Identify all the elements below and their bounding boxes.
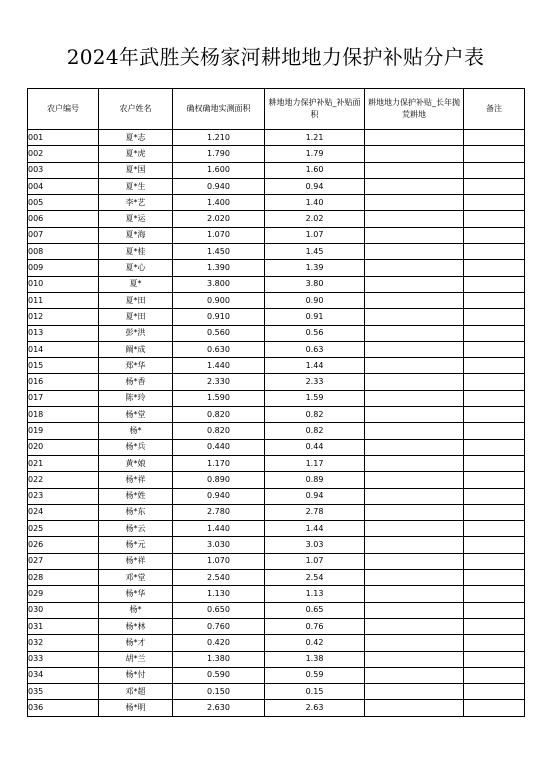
- measured-area-cell: 1.130: [173, 586, 265, 602]
- table-row: [28, 227, 525, 243]
- header-subsidy-area: 耕地地力保护补贴_补贴面积: [265, 89, 365, 130]
- household-name-cell: 杨*林: [99, 618, 173, 634]
- subsidy-area-cell: 2.33: [265, 374, 365, 390]
- abandoned-land-cell: [365, 390, 464, 406]
- household-id-cell: 018: [28, 407, 99, 423]
- abandoned-land-cell: [365, 618, 464, 634]
- measured-area-cell: 0.900: [173, 292, 265, 308]
- subsidy-area-cell: 0.94: [265, 178, 365, 194]
- household-id-cell: 026: [28, 537, 99, 553]
- measured-area-cell: 1.070: [173, 227, 265, 243]
- measured-area-cell: 1.590: [173, 390, 265, 406]
- household-id-cell: 021: [28, 455, 99, 471]
- table-row: [28, 358, 525, 374]
- abandoned-land-cell: [365, 211, 464, 227]
- household-id-cell: 031: [28, 618, 99, 634]
- household-id-cell: 008: [28, 244, 99, 260]
- subsidy-area-cell: 1.17: [265, 455, 365, 471]
- table-row: [28, 472, 525, 488]
- table-row: [28, 586, 525, 602]
- remarks-cell: [464, 130, 525, 146]
- remarks-cell: [464, 162, 525, 178]
- abandoned-land-cell: [365, 130, 464, 146]
- household-name-cell: 夏*志: [99, 130, 173, 146]
- measured-area-cell: 1.170: [173, 455, 265, 471]
- abandoned-land-cell: [365, 521, 464, 537]
- subsidy-area-cell: 1.79: [265, 146, 365, 162]
- abandoned-land-cell: [365, 325, 464, 341]
- measured-area-cell: 0.940: [173, 488, 265, 504]
- household-id-cell: 013: [28, 325, 99, 341]
- measured-area-cell: 0.630: [173, 341, 265, 357]
- remarks-cell: [464, 455, 525, 471]
- household-id-cell: 036: [28, 700, 99, 716]
- household-id-cell: 005: [28, 195, 99, 211]
- abandoned-land-cell: [365, 684, 464, 700]
- abandoned-land-cell: [365, 227, 464, 243]
- table-row: [28, 635, 525, 651]
- measured-area-cell: 3.030: [173, 537, 265, 553]
- household-id-cell: 029: [28, 586, 99, 602]
- household-name-cell: 杨*才: [99, 635, 173, 651]
- subsidy-area-cell: 0.82: [265, 423, 365, 439]
- measured-area-cell: 0.760: [173, 618, 265, 634]
- household-name-cell: 陈*玲: [99, 390, 173, 406]
- household-id-cell: 023: [28, 488, 99, 504]
- remarks-cell: [464, 521, 525, 537]
- measured-area-cell: 2.630: [173, 700, 265, 716]
- measured-area-cell: 1.070: [173, 553, 265, 569]
- measured-area-cell: 2.020: [173, 211, 265, 227]
- remarks-cell: [464, 537, 525, 553]
- measured-area-cell: 0.440: [173, 439, 265, 455]
- abandoned-land-cell: [365, 504, 464, 520]
- remarks-cell: [464, 390, 525, 406]
- table-row: [28, 455, 525, 471]
- remarks-cell: [464, 472, 525, 488]
- table-row: [28, 700, 525, 716]
- header-abandoned-land: 耕地地力保护补贴_长年抛荒耕地: [365, 89, 464, 130]
- household-name-cell: 杨*祥: [99, 472, 173, 488]
- measured-area-cell: 0.940: [173, 178, 265, 194]
- remarks-cell: [464, 325, 525, 341]
- measured-area-cell: 1.440: [173, 358, 265, 374]
- subsidy-area-cell: 2.63: [265, 700, 365, 716]
- remarks-cell: [464, 602, 525, 618]
- measured-area-cell: 2.780: [173, 504, 265, 520]
- table-row: [28, 651, 525, 667]
- household-name-cell: 杨*: [99, 423, 173, 439]
- remarks-cell: [464, 276, 525, 292]
- table-row: [28, 325, 525, 341]
- subsidy-area-cell: 1.45: [265, 244, 365, 260]
- remarks-cell: [464, 260, 525, 276]
- remarks-cell: [464, 618, 525, 634]
- household-id-cell: 006: [28, 211, 99, 227]
- table-row: [28, 162, 525, 178]
- abandoned-land-cell: [365, 276, 464, 292]
- subsidy-area-cell: 2.78: [265, 504, 365, 520]
- household-name-cell: 阚*成: [99, 341, 173, 357]
- subsidy-area-cell: 0.56: [265, 325, 365, 341]
- household-name-cell: 杨*云: [99, 521, 173, 537]
- abandoned-land-cell: [365, 537, 464, 553]
- household-name-cell: 杨*东: [99, 504, 173, 520]
- subsidy-area-cell: 3.80: [265, 276, 365, 292]
- remarks-cell: [464, 358, 525, 374]
- subsidy-area-cell: 1.44: [265, 521, 365, 537]
- measured-area-cell: 1.210: [173, 130, 265, 146]
- subsidy-area-cell: 0.76: [265, 618, 365, 634]
- table-row: [28, 260, 525, 276]
- abandoned-land-cell: [365, 244, 464, 260]
- subsidy-area-cell: 1.21: [265, 130, 365, 146]
- subsidy-area-cell: 1.40: [265, 195, 365, 211]
- abandoned-land-cell: [365, 178, 464, 194]
- abandoned-land-cell: [365, 455, 464, 471]
- household-name-cell: 杨*: [99, 602, 173, 618]
- remarks-cell: [464, 227, 525, 243]
- remarks-cell: [464, 309, 525, 325]
- table-row: [28, 178, 525, 194]
- measured-area-cell: 0.820: [173, 423, 265, 439]
- household-id-cell: 022: [28, 472, 99, 488]
- measured-area-cell: 0.910: [173, 309, 265, 325]
- remarks-cell: [464, 244, 525, 260]
- abandoned-land-cell: [365, 423, 464, 439]
- household-id-cell: 019: [28, 423, 99, 439]
- subsidy-area-cell: 2.02: [265, 211, 365, 227]
- subsidy-area-cell: 0.91: [265, 309, 365, 325]
- remarks-cell: [464, 211, 525, 227]
- table-row: [28, 439, 525, 455]
- subsidy-area-cell: 0.59: [265, 667, 365, 683]
- household-id-cell: 009: [28, 260, 99, 276]
- measured-area-cell: 1.600: [173, 162, 265, 178]
- household-id-cell: 027: [28, 553, 99, 569]
- table-row: [28, 504, 525, 520]
- abandoned-land-cell: [365, 439, 464, 455]
- household-name-cell: 杨*香: [99, 374, 173, 390]
- remarks-cell: [464, 553, 525, 569]
- subsidy-table: [27, 88, 525, 717]
- table-row: [28, 667, 525, 683]
- header-household-name: 农户姓名: [99, 89, 173, 130]
- subsidy-area-cell: 1.39: [265, 260, 365, 276]
- household-name-cell: 黄*娘: [99, 455, 173, 471]
- subsidy-area-cell: 0.15: [265, 684, 365, 700]
- subsidy-area-cell: 1.59: [265, 390, 365, 406]
- household-id-cell: 016: [28, 374, 99, 390]
- household-name-cell: 夏*国: [99, 162, 173, 178]
- subsidy-area-cell: 0.42: [265, 635, 365, 651]
- remarks-cell: [464, 684, 525, 700]
- household-name-cell: 杨*堂: [99, 407, 173, 423]
- household-id-cell: 035: [28, 684, 99, 700]
- measured-area-cell: 3.800: [173, 276, 265, 292]
- subsidy-area-cell: 2.54: [265, 570, 365, 586]
- household-name-cell: 夏*田: [99, 309, 173, 325]
- household-name-cell: 夏*桂: [99, 244, 173, 260]
- table-header-row: [28, 89, 525, 130]
- table-row: [28, 602, 525, 618]
- remarks-cell: [464, 667, 525, 683]
- table-row: [28, 374, 525, 390]
- header-household-id: 农户编号: [28, 89, 99, 130]
- header-measured-area: 确权确地实测面积: [173, 89, 265, 130]
- measured-area-cell: 1.380: [173, 651, 265, 667]
- abandoned-land-cell: [365, 292, 464, 308]
- household-name-cell: 杨*付: [99, 667, 173, 683]
- table-row: [28, 618, 525, 634]
- household-name-cell: 夏*: [99, 276, 173, 292]
- header-remarks: 备注: [464, 89, 525, 130]
- household-name-cell: 杨*明: [99, 700, 173, 716]
- table-row: [28, 146, 525, 162]
- household-name-cell: 夏*心: [99, 260, 173, 276]
- measured-area-cell: 0.150: [173, 684, 265, 700]
- household-id-cell: 003: [28, 162, 99, 178]
- table-row: [28, 407, 525, 423]
- abandoned-land-cell: [365, 635, 464, 651]
- household-name-cell: 夏*生: [99, 178, 173, 194]
- remarks-cell: [464, 423, 525, 439]
- remarks-cell: [464, 407, 525, 423]
- household-id-cell: 024: [28, 504, 99, 520]
- abandoned-land-cell: [365, 667, 464, 683]
- household-id-cell: 032: [28, 635, 99, 651]
- household-id-cell: 034: [28, 667, 99, 683]
- household-name-cell: 邓*堂: [99, 570, 173, 586]
- subsidy-area-cell: 1.38: [265, 651, 365, 667]
- household-id-cell: 015: [28, 358, 99, 374]
- household-id-cell: 007: [28, 227, 99, 243]
- household-name-cell: 邓*超: [99, 684, 173, 700]
- household-id-cell: 028: [28, 570, 99, 586]
- household-name-cell: 杨*元: [99, 537, 173, 553]
- household-name-cell: 杨*兵: [99, 439, 173, 455]
- abandoned-land-cell: [365, 700, 464, 716]
- household-name-cell: 杨*华: [99, 586, 173, 602]
- household-name-cell: 彭*洪: [99, 325, 173, 341]
- abandoned-land-cell: [365, 260, 464, 276]
- table-row: [28, 292, 525, 308]
- household-name-cell: 杨*姓: [99, 488, 173, 504]
- abandoned-land-cell: [365, 162, 464, 178]
- household-id-cell: 004: [28, 178, 99, 194]
- table-row: [28, 195, 525, 211]
- table-row: [28, 684, 525, 700]
- remarks-cell: [464, 488, 525, 504]
- abandoned-land-cell: [365, 553, 464, 569]
- abandoned-land-cell: [365, 374, 464, 390]
- measured-area-cell: 0.890: [173, 472, 265, 488]
- remarks-cell: [464, 341, 525, 357]
- abandoned-land-cell: [365, 195, 464, 211]
- household-id-cell: 010: [28, 276, 99, 292]
- remarks-cell: [464, 178, 525, 194]
- measured-area-cell: 0.420: [173, 635, 265, 651]
- table-row: [28, 309, 525, 325]
- remarks-cell: [464, 374, 525, 390]
- abandoned-land-cell: [365, 407, 464, 423]
- subsidy-area-cell: 0.94: [265, 488, 365, 504]
- household-id-cell: 011: [28, 292, 99, 308]
- table-row: [28, 553, 525, 569]
- abandoned-land-cell: [365, 146, 464, 162]
- household-name-cell: 李*艺: [99, 195, 173, 211]
- remarks-cell: [464, 651, 525, 667]
- measured-area-cell: 1.450: [173, 244, 265, 260]
- table-row: [28, 423, 525, 439]
- subsidy-area-cell: 0.63: [265, 341, 365, 357]
- remarks-cell: [464, 439, 525, 455]
- household-name-cell: 胡*兰: [99, 651, 173, 667]
- remarks-cell: [464, 635, 525, 651]
- abandoned-land-cell: [365, 570, 464, 586]
- household-id-cell: 012: [28, 309, 99, 325]
- table-row: [28, 521, 525, 537]
- subsidy-area-cell: 0.44: [265, 439, 365, 455]
- table-body: [28, 130, 525, 717]
- subsidy-area-cell: 0.65: [265, 602, 365, 618]
- subsidy-area-cell: 0.90: [265, 292, 365, 308]
- abandoned-land-cell: [365, 358, 464, 374]
- subsidy-area-cell: 0.82: [265, 407, 365, 423]
- household-id-cell: 030: [28, 602, 99, 618]
- remarks-cell: [464, 504, 525, 520]
- household-id-cell: 001: [28, 130, 99, 146]
- household-id-cell: 033: [28, 651, 99, 667]
- subsidy-area-cell: 1.44: [265, 358, 365, 374]
- measured-area-cell: 0.560: [173, 325, 265, 341]
- measured-area-cell: 2.330: [173, 374, 265, 390]
- household-id-cell: 014: [28, 341, 99, 357]
- subsidy-area-cell: 0.89: [265, 472, 365, 488]
- measured-area-cell: 1.790: [173, 146, 265, 162]
- remarks-cell: [464, 586, 525, 602]
- table-row: [28, 130, 525, 146]
- household-name-cell: 夏*田: [99, 292, 173, 308]
- page-title: 2024年武胜关杨家河耕地地力保护补贴分户表: [66, 45, 485, 69]
- abandoned-land-cell: [365, 586, 464, 602]
- abandoned-land-cell: [365, 488, 464, 504]
- remarks-cell: [464, 700, 525, 716]
- remarks-cell: [464, 195, 525, 211]
- household-name-cell: 夏*虎: [99, 146, 173, 162]
- subsidy-area-cell: 3.03: [265, 537, 365, 553]
- household-id-cell: 020: [28, 439, 99, 455]
- abandoned-land-cell: [365, 602, 464, 618]
- table-row: [28, 341, 525, 357]
- household-name-cell: 夏*海: [99, 227, 173, 243]
- abandoned-land-cell: [365, 472, 464, 488]
- measured-area-cell: 0.590: [173, 667, 265, 683]
- measured-area-cell: 1.440: [173, 521, 265, 537]
- remarks-cell: [464, 292, 525, 308]
- subsidy-area-cell: 1.07: [265, 553, 365, 569]
- household-name-cell: 郑*华: [99, 358, 173, 374]
- household-id-cell: 017: [28, 390, 99, 406]
- table-row: [28, 488, 525, 504]
- measured-area-cell: 1.390: [173, 260, 265, 276]
- table-row: [28, 211, 525, 227]
- subsidy-area-cell: 1.60: [265, 162, 365, 178]
- remarks-cell: [464, 570, 525, 586]
- remarks-cell: [464, 146, 525, 162]
- table-row: [28, 537, 525, 553]
- table-row: [28, 276, 525, 292]
- table-row: [28, 390, 525, 406]
- measured-area-cell: 1.400: [173, 195, 265, 211]
- measured-area-cell: 2.540: [173, 570, 265, 586]
- abandoned-land-cell: [365, 309, 464, 325]
- household-name-cell: 杨*祥: [99, 553, 173, 569]
- subsidy-area-cell: 1.07: [265, 227, 365, 243]
- measured-area-cell: 0.820: [173, 407, 265, 423]
- table-row: [28, 570, 525, 586]
- measured-area-cell: 0.650: [173, 602, 265, 618]
- household-name-cell: 夏*运: [99, 211, 173, 227]
- abandoned-land-cell: [365, 341, 464, 357]
- table-row: [28, 244, 525, 260]
- subsidy-area-cell: 1.13: [265, 586, 365, 602]
- household-id-cell: 002: [28, 146, 99, 162]
- household-id-cell: 025: [28, 521, 99, 537]
- abandoned-land-cell: [365, 651, 464, 667]
